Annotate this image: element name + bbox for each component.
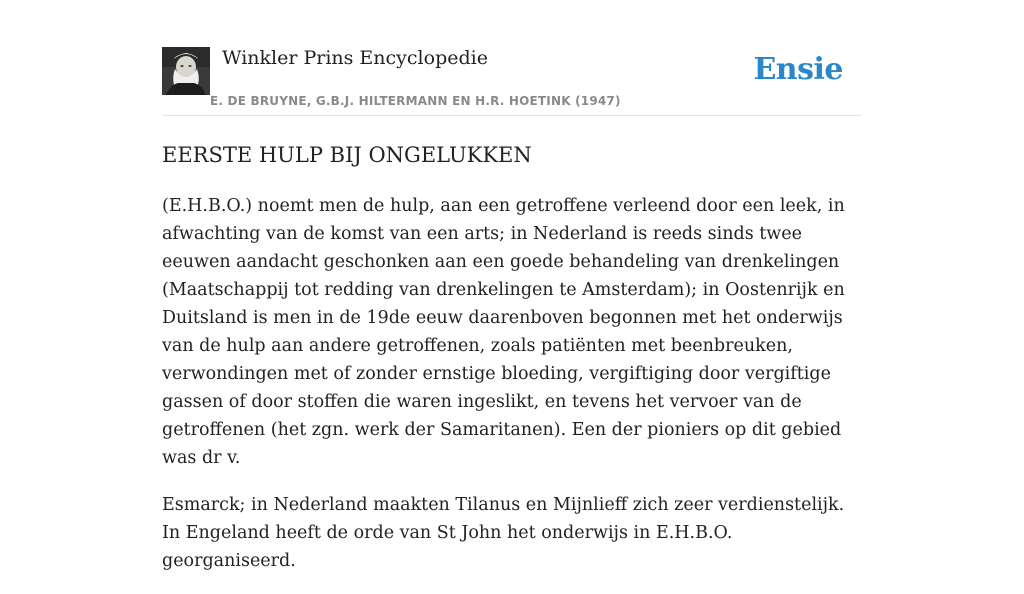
article-body [162, 192, 862, 594]
paragraph: (E.H.B.O.) noemt men de hulp, aan een getroffene verleend door een leek, in afwachting van de komst van een arts; in Nederland is reeds sinds twee eeuwen aandacht geschonken aan een goede behandeling van drenkelingen (Maatschappij tot redding van drenkelingen te Amsterdam); in Oostenrijk en Duitsland is men in de 19de eeuw daarenboven begonnen met het onderwijs van de hulp aan andere getroffenen, zoals patiënten met beenbreuken, verwondingen met of zonder ernstige bloeding, vergiftiging door vergiftige gassen of door stoffen die waren ingeslikt, en tevens het vervoer van de getroffenen (het zgn. werk der Samaritanen). Een der pioniers op dit gebied was dr v. [162, 196, 845, 468]
authors-credit: E. DE BRUYNE, G.B.J. HILTERMANN EN H.R. HOETINK (1947) [210, 94, 621, 108]
brand-logo[interactable]: Ensie [753, 52, 843, 87]
paragraph: Esmarck; in Nederland maakten Tilanus en Mijnlieff zich zeer verdienstelijk. In Engeland heeft de orde van St John het onderwijs in E.H.B.O. georganiseerd. [162, 495, 845, 571]
author-avatar[interactable] [162, 47, 210, 95]
article-title: EERSTE HULP BIJ ONGELUKKEN [162, 143, 532, 167]
portrait-icon [162, 47, 210, 95]
source-title[interactable]: Winkler Prins Encyclopedie [222, 47, 488, 69]
header-divider [162, 115, 862, 116]
